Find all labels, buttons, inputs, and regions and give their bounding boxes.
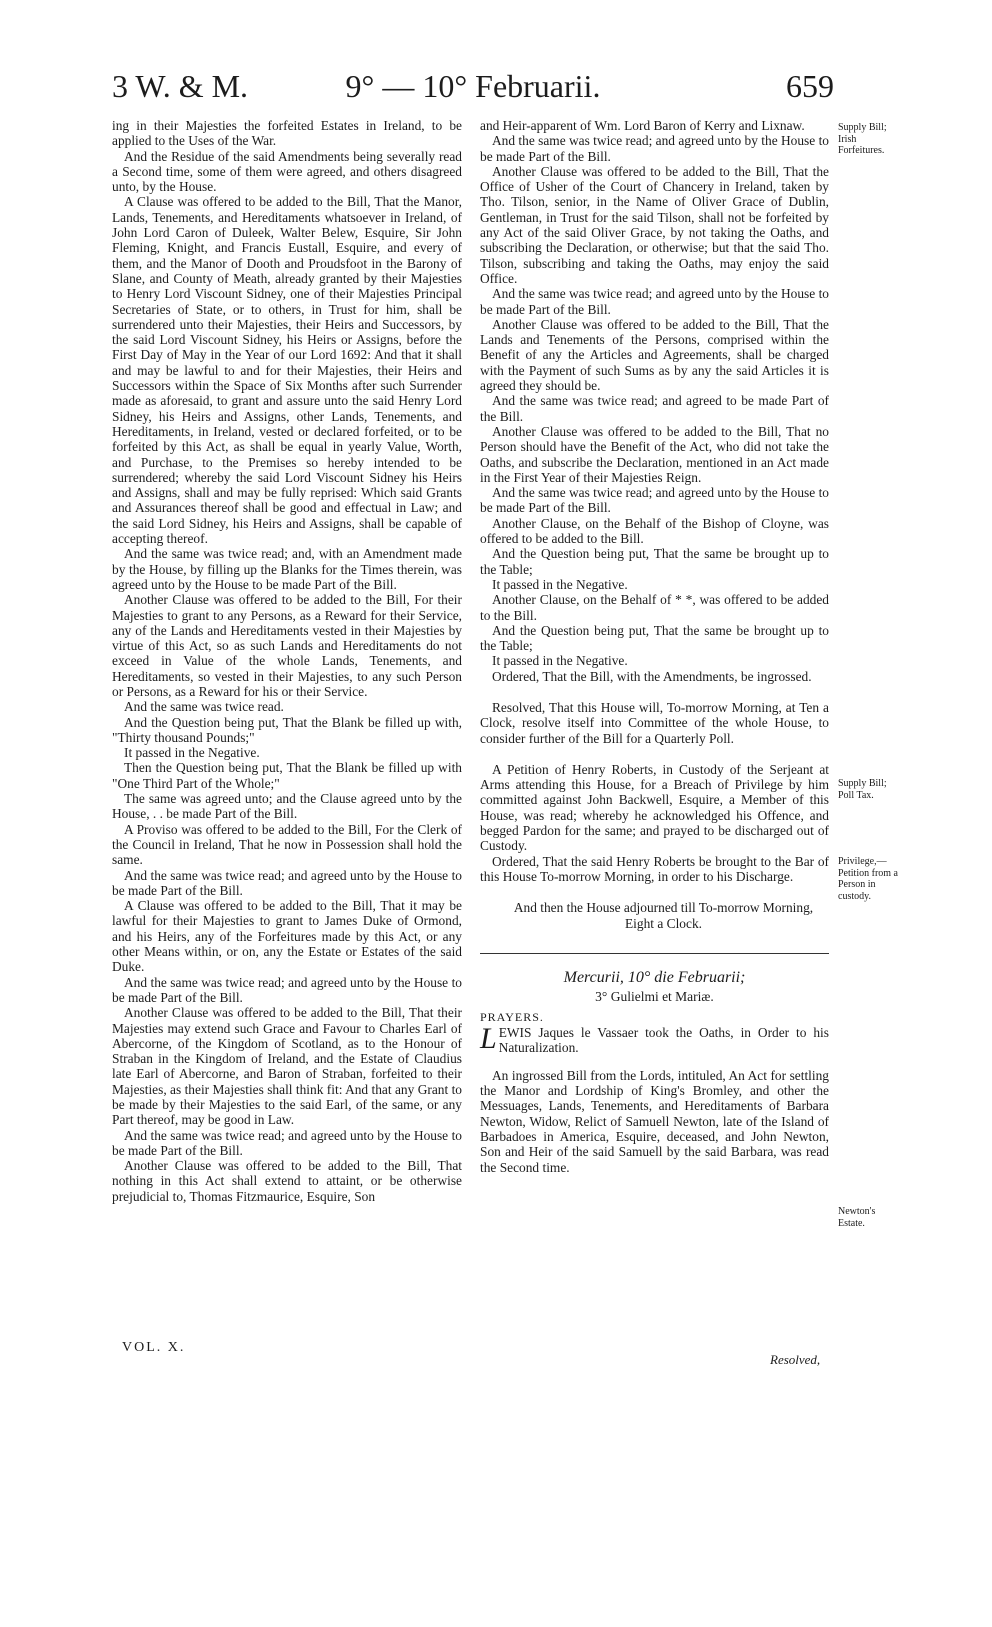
- paragraph: Another Clause, on the Behalf of * *, was offered to be added to the Bill.: [480, 592, 829, 623]
- paragraph: And the Question being put, That the Blank be filled up with, "Thirty thousand Pounds;": [112, 714, 462, 745]
- paragraph: A Clause was offered to be added to the Bill, That the Manor, Lands, Tenements, and Hereditaments whatsoever in Ireland, of John Lord Caron of Duleek, Walter Belew, Esquire, Sir John Fleming, Knight, and Francis Eustall, Esquire, and every of them, and the Manor of Dooth and Proudsfoot in the Barony of Slane, and County of Meath, already granted by their Majesties to Henry Lord Viscount Sidney, one of their Majesties Principal Secretaries of State, or to others, in Trust for him, shall be surrendered unto their Majesties, their Heirs and Successors, by the said Lord Viscount Sidney, his Heirs or Assigns, before the First Day of May in the Year of our Lord 1692: And that it shall and may be lawful to and for their Majesties, their Heirs and Successors within the Space of Six Months after such Surrender made as aforesaid, to grant and assure unto the said Henry Lord Sidney, his Heirs and Assigns, other Lands, Tenements, and Hereditaments, in Ireland, vested or declared forfeited, or to be forfeited by this Act, as shall be equal in yearly Value, Worth, and Purchase, to the Premises so hereby intended to be surrendered; whereby the said Lord Viscount Sidney his Heirs and Assigns, shall and may be fully reprised: Which said Grants and Assurances thereof shall be good and effectual in Law; and the said Lord Sidney, his Heirs and Assigns, shall be capable of accepting thereof.: [112, 194, 462, 547]
- date-heading: 9° — 10° Februarii.: [345, 68, 601, 104]
- margin-note-privilege: Privilege,— Petition from a Person in custody.: [838, 856, 898, 902]
- paragraph: Another Clause was offered to be added to the Bill, That their Majesties may extend such Grace and Favour to Charles Earl of Abercorne, of the Kingdom of Scotland, as to the Honour of Straban in the Kingdom of Ireland, and the Estate of Claudius late Earl of Abercorne, and Baron of Straban, forfeited to their Majesties, as their Majesties shall think fit: And that any Grant to be made by their Majesties to the said Earl, of the same, or any Part thereof, may be good in Law.: [112, 1005, 462, 1128]
- paragraph: ing in their Majesties the forfeited Estates in Ireland, to be applied to the Uses of the War.: [112, 118, 462, 149]
- page-header: [112, 68, 834, 116]
- paragraph: And the same was twice read; and agreed unto by the House to be made Part of the Bill.: [480, 485, 829, 516]
- paragraph: And the Question being put, That the same be brought up to the Table;: [480, 546, 829, 577]
- right-column: [480, 118, 829, 1175]
- paragraph: And the same was twice read; and agreed unto by the House to be made Part of the Bill.: [480, 286, 829, 317]
- margin-note-supply-poll: Supply Bill; Poll Tax.: [838, 778, 887, 801]
- left-column: [112, 118, 462, 1204]
- resolution-paragraph: Resolved, That this House will, To-morrow Morning, at Ten a Clock, resolve itself into Committee of the whole House, to consider further of the Bill for a Quarterly Poll.: [480, 699, 829, 746]
- paragraph: It passed in the Negative.: [492, 576, 628, 592]
- regnal-year: 3 W. & M.: [112, 68, 249, 104]
- paragraph: And the same was twice read; and agreed unto by the House to be made Part of the Bill.: [112, 1127, 462, 1158]
- paragraph: Another Clause was offered to be added to the Bill, That nothing in this Act shall extend to attaint, or be otherwise prejudicial to, Thomas Fitzmaurice, Esquire, Son: [112, 1158, 462, 1204]
- naturalization-paragraph: [480, 1022, 829, 1056]
- section-divider: [480, 953, 829, 954]
- adjournment-note: And then the House adjourned till To-morrow Morning, Eight a Clock.: [513, 900, 814, 931]
- paragraph: And the same was twice read.: [124, 699, 284, 715]
- paragraph: Another Clause was offered to be added to the Bill, That the Lands and Tenements of the Persons, comprised within the Benefit of any the Articles and Agreements, shall be charged with the Payment of such Sums as by any the said Articles it is agreed they should be.: [480, 316, 829, 394]
- paragraph: The same was agreed unto; and the Clause agreed unto by the House, . . be made Part of the Bill.: [112, 791, 462, 822]
- paragraph: A Clause was offered to be added to the Bill, That it may be lawful for their Majesties to grant to James Duke of Ormond, and his Heirs, any of the Forfeitures made by this Act, or any other Means within, or on, any the Estate or Estates of the said Duke.: [112, 898, 462, 975]
- paragraph: Another Clause was offered to be added to the Bill, That no Person should have the Benefit of the Act, who did not take the Oaths, and subscribe the Declaration, mentioned in an Act made in the First Year of their Majesties Reign.: [480, 423, 829, 485]
- paragraph: And the Question being put, That the same be brought up to the Table;: [480, 622, 829, 654]
- paragraph: And the same was twice read; and agreed unto by the House to be made Part of the Bill.: [112, 974, 462, 1005]
- order-paragraph: Ordered, That the said Henry Roberts be brought to the Bar of this House To-morrow Morning, in order to his Discharge.: [480, 853, 829, 884]
- regnal-subheading: 3° Gulielmi et Mariæ.: [595, 988, 714, 1004]
- page-number: 659: [786, 68, 834, 104]
- paragraph: And the Residue of the said Amendments being severally read a Second time, some of them were agreed, and others disagreed unto, by the House.: [112, 148, 462, 195]
- paragraph: And the same was twice read; and, with an Amendment made by the House, by filling up the Blanks for the Times therein, was agreed unto by the House to be made Part of the Bill.: [112, 546, 462, 592]
- volume-signature: VOL. X.: [122, 1340, 186, 1355]
- margin-note-supply-irish: Supply Bill; Irish Forfeitures.: [838, 122, 887, 156]
- petition-paragraph: A Petition of Henry Roberts, in Custody of the Serjeant at Arms attending this House, for a Breach of Privilege by him committed against John Backwell, Esquire, a Member of this House, was read; whereby he acknowledged his Offence, and begged Pardon for the same; and prayed to be discharged out of Custody.: [480, 761, 829, 854]
- paragraph: Then the Question being put, That the Blank be filled up with "One Third Part of the Whole;": [112, 760, 462, 791]
- paragraph: Another Clause was offered to be added to the Bill, For their Majesties to grant to any Persons, as a Reward for their Service, any of the Lands and Hereditaments vested in their Majesties by virtue of this Act, so as such Lands and Hereditaments do not exceed in Value of the whole Lands, Tenements, and Hereditaments, so vested in their Majesties, to any such Person or Persons, as a Reward for his or their Service.: [112, 592, 462, 699]
- catchword: Resolved,: [770, 1352, 821, 1367]
- paragraph: Ordered, That the Bill, with the Amendments, be ingrossed.: [492, 668, 812, 684]
- paragraph: Another Clause, on the Behalf of the Bishop of Cloyne, was offered to be added to the Bill.: [480, 515, 829, 547]
- paragraph: It passed in the Negative.: [124, 745, 260, 761]
- paragraph: It passed in the Negative.: [492, 653, 628, 669]
- paragraph: And the same was twice read; and agreed to be made Part of the Bill.: [480, 393, 829, 424]
- paragraph: And the same was twice read; and agreed unto by the House to be made Part of the Bill.: [480, 133, 829, 164]
- naturalization-text: EWIS Jaques le Vassaer took the Oaths, in Order to his Naturalization.: [498, 1025, 829, 1056]
- drop-cap: L: [480, 1022, 497, 1056]
- day-heading: Mercurii, 10° die Februarii;: [563, 968, 746, 986]
- prayers-heading: PRAYERS.: [480, 1009, 544, 1024]
- paragraph: And the same was twice read; and agreed unto by the House to be made Part of the Bill.: [112, 867, 462, 898]
- margin-note-newton-estate: Newton's Estate.: [838, 1206, 876, 1229]
- newton-bill-paragraph: An ingrossed Bill from the Lords, intituled, An Act for settling the Manor and Lordship of King's Bromley, and other the Messuages, Lands, Tenements, and Hereditaments of Barbara Newton, Widow, Relict of Samuell Newton, late of the Island of Barbadoes in America, Esquire, deceased, and John Newton, Son and Heir of the said Samuell by the said Barbara, was read the Second time.: [480, 1067, 829, 1175]
- paragraph: Another Clause was offered to be added to the Bill, That the Office of Usher of the Court of Chancery in Ireland, taken by Tho. Tilson, senior, in the Name of Oliver Grace of Dublin, Gentleman, in Trust for the said Tilson, shall not be forfeited by any Act of the said Oliver Grace, by not taking the Oaths, and subscribing the Declaration, or otherwise; but that the said Tho. Tilson, subscribing and taking the Oaths, may enjoy the said Office.: [480, 163, 829, 286]
- paragraph: A Proviso was offered to be added to the Bill, For the Clerk of the Council in Ireland, That he now in Possession shall hold the same.: [112, 821, 462, 868]
- paragraph: and Heir-apparent of Wm. Lord Baron of Kerry and Lixnaw.: [480, 118, 805, 133]
